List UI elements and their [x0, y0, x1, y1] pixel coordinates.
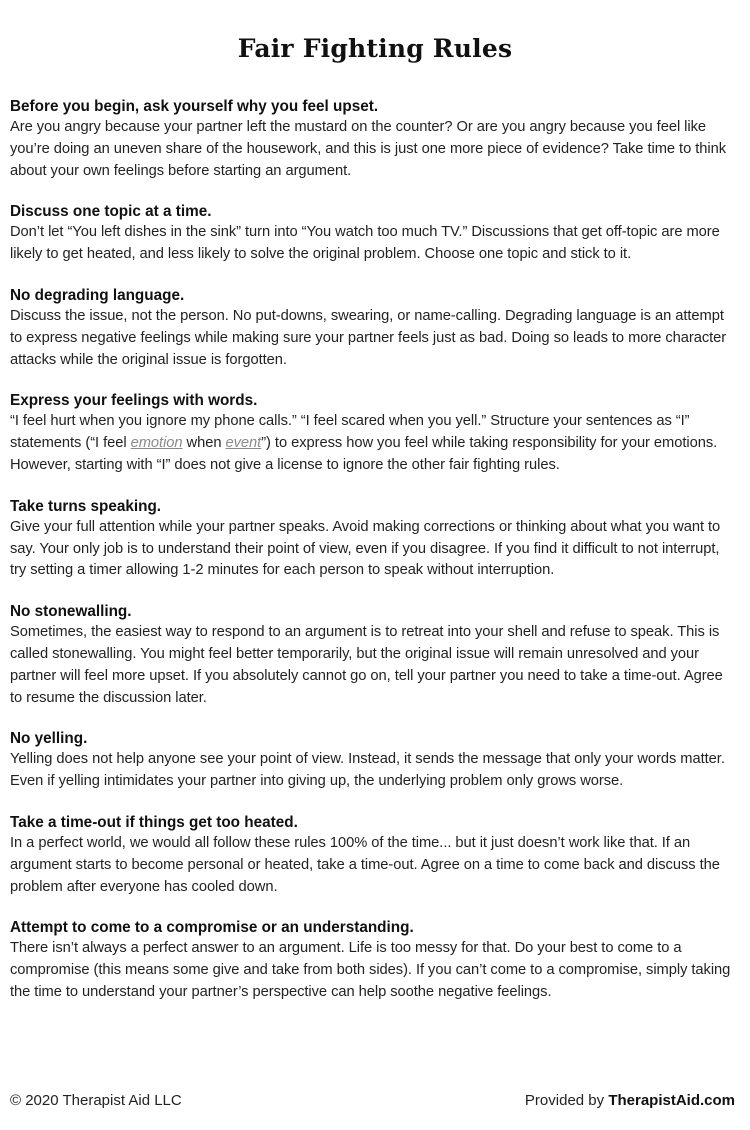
- emotion-placeholder: emotion: [130, 435, 183, 452]
- rule-body: Sometimes, the easiest way to respond to an argument is to retreat into your shell and refuse to speak. This is called stonewalling. You might feel better temporarily, but the original issue will remain unresolved and your partner will feel more upset. If you absolutely cannot go on, tell your partner you need to take a time-out. Agree to resume the discussion later.: [10, 624, 723, 706]
- provided-by-label: Provided by: [524, 1092, 609, 1109]
- rule-body-text: “I feel hurt when you ignore my phone calls.” “I feel scared when you yell.” Structure your sentences as “I” statements (“I feel: [10, 413, 690, 452]
- rule-section-take-turns: [10, 496, 738, 582]
- brand-name: TherapistAid.com: [608, 1092, 735, 1109]
- rule-heading: Express your feelings with words.: [10, 392, 258, 410]
- rule-body: Give your full attention while your partner speaks. Avoid making corrections or thinking about what you want to say. Your only job is to understand their point of view, even if you disagree. If you find it difficult to not interrupt, try setting a timer allowing 1-2 minutes for each person to speak without interruption.: [10, 518, 721, 579]
- event-placeholder: event: [225, 435, 262, 452]
- rule-body: There isn’t always a perfect answer to an argument. Life is too messy for that. Do your best to come to a compromise (this means some give and take from both sides). If you can’t come to a compromise, simply taking the time to understand your partner’s perspective can help soothe negative feelings.: [10, 940, 731, 1000]
- rule-heading: Take a time-out if things get too heated.: [10, 813, 298, 831]
- rule-heading: No stonewalling.: [10, 603, 132, 621]
- rule-section-express-feelings: [10, 390, 738, 476]
- rule-body: [10, 411, 738, 476]
- rule-body: Discuss the issue, not the person. No put-downs, swearing, or name-calling. Degrading language is an attempt to express negative feelings while making sure your partner feels just as bad. Doing so leads to more character attacks while the original issue is forgotten.: [10, 307, 727, 368]
- copyright-notice: © 2020 Therapist Aid LLC: [10, 1092, 182, 1109]
- rule-heading: Take turns speaking.: [10, 497, 162, 515]
- rule-body-text: when: [182, 435, 226, 452]
- provided-by: [525, 1092, 735, 1109]
- rule-heading: Before you begin, ask yourself why you feel upset.: [10, 98, 379, 115]
- rule-section-compromise: [10, 917, 738, 1003]
- rule-body-text: ”) to express how you feel while taking responsibility for your emotions. However, starting with “I” does not give a license to ignore the other fair fighting rules.: [10, 435, 718, 473]
- rule-heading: No degrading language.: [10, 286, 185, 304]
- rule-body: Yelling does not help anyone see your point of view. Instead, it sends the message that only your words matter. Even if yelling intimidates your partner into giving up, the underlying problem only grows worse.: [10, 751, 725, 790]
- page-title: Fair Fighting Rules: [237, 34, 513, 63]
- rule-heading: No yelling.: [10, 730, 88, 748]
- rule-section-no-yelling: [10, 728, 738, 793]
- rule-body: Are you angry because your partner left the mustard on the counter? Or are you angry because you feel like you’re doing an uneven share of the housework, and this is just one more piece of evidence? Take time to think about your own feelings before starting an argument.: [10, 119, 726, 179]
- rule-body: Don’t let “You left dishes in the sink” turn into “You watch too much TV.” Discussions that get off-topic are more likely to get heated, and less likely to solve the original problem. Choose one topic and stick to it.: [10, 224, 720, 263]
- rule-section-no-degrading: [10, 285, 738, 371]
- rule-heading: Discuss one topic at a time.: [10, 203, 212, 221]
- rule-section-no-stonewalling: [10, 601, 738, 709]
- rule-section-one-topic: [10, 201, 738, 266]
- rule-section-ask-why: [10, 96, 738, 182]
- rule-section-time-out: [10, 812, 738, 898]
- rules-list: [10, 96, 738, 1004]
- rule-heading: Attempt to come to a compromise or an understanding.: [10, 919, 414, 937]
- rule-body: In a perfect world, we would all follow these rules 100% of the time... but it just doesn’t work like that. If an argument starts to become personal or heated, take a time-out. Agree on a time to come back and discuss the problem after everyone has cooled down.: [10, 834, 720, 895]
